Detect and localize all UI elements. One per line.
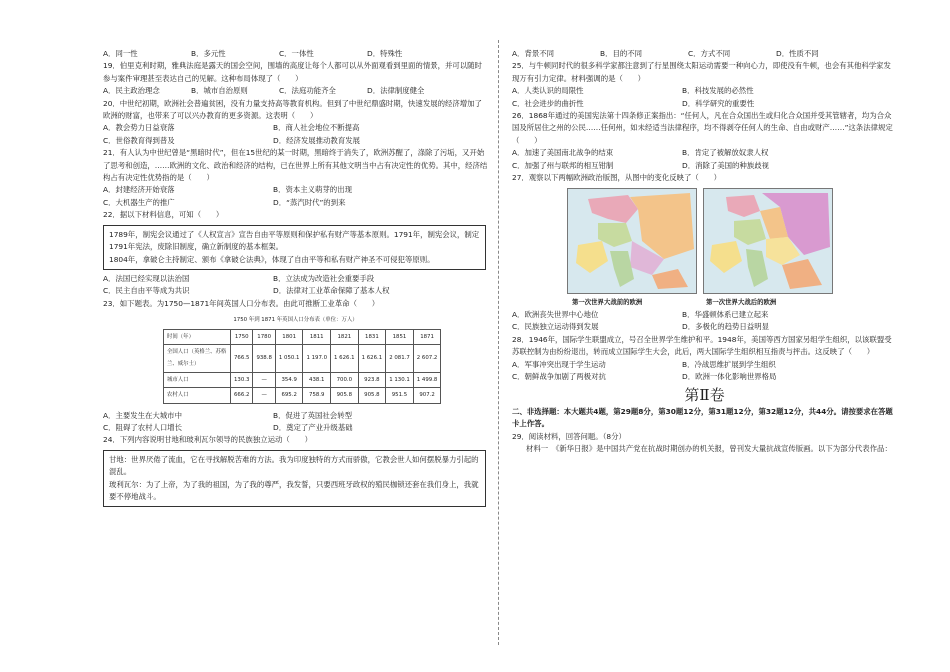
left-column	[103, 48, 488, 510]
section-heading: 二、非选择题：本大题共4题，第29题8分，第30题12分，第31题12分，第32题12分，共44分。请按要求在答题卡上作答。	[512, 406, 893, 429]
q18-options	[103, 48, 488, 60]
q24-options	[512, 48, 897, 60]
map-caption-postwar: 第一次世界大战后的欧洲	[706, 298, 777, 307]
question-22: 22．据以下材料信息，可知（ ）	[103, 210, 224, 220]
table-cell: 438.1	[303, 372, 331, 387]
q20-options-1	[103, 122, 488, 134]
q25-options-2	[512, 98, 897, 110]
column-divider	[498, 40, 499, 645]
q22-material-box	[103, 225, 486, 270]
table-cell: 时间（年）	[164, 329, 231, 344]
map-captions	[572, 296, 897, 308]
material-text: 1789年，制宪会议通过了《人权宣言》宣告自由平等原则和保护私有财产等基本原则。1791年，制宪会议，制定1791年宪法，废除旧制度，确立新制度的基本框架。	[109, 229, 480, 252]
option: B．肯定了被解放奴隶人权	[682, 148, 769, 158]
option: B．多元性	[191, 49, 226, 58]
option: D．特殊性	[367, 49, 403, 58]
option: D．经济发展推动教育发展	[273, 135, 360, 145]
option: D．法律对工业革命保障了基本人权	[273, 286, 390, 296]
material-text: 玻利瓦尔：为了上帝，为了我的祖国，为了我的尊严，我发誓，只要西班牙政权的殖民枷锁还套在我们身上，我就要不停地战斗。	[109, 479, 479, 501]
option: C．民族独立运动得到发展	[512, 322, 599, 332]
option: C．一体性	[279, 49, 314, 58]
table-cell: —	[253, 388, 275, 403]
material-text: 1804年，拿破仑主持制定、颁布《拿破仑法典》，体现了自由平等和私有财产神圣不可侵犯等原则。	[109, 254, 435, 264]
table-cell: 130.3	[231, 372, 253, 387]
table-cell: 全国人口（英格兰、苏格兰、威尔士）	[164, 344, 231, 372]
map-postwar-drawing	[704, 189, 832, 293]
option: D．欧洲一体化影响世界格局	[682, 371, 777, 381]
table-cell: 1 050.1	[275, 344, 303, 372]
q25-options-1	[512, 85, 897, 97]
table-caption: 1750 年到 1871 年英国人口分布表（单位：万人）	[233, 317, 358, 324]
q28-options-2	[512, 371, 897, 383]
q26-options-1	[512, 147, 897, 159]
question-21: 21．有人认为中世纪曾是“黑暗时代”，但在15世纪的某一时期，黑暗终于消失了，欧洲苏醒了，涤除了污垢，又开始了思考和创造，……欧洲的文化、政治和经济的结构，已在世界上所有其他文明当中占有决定性的优势。其中，经济结构占有决定性优势指的是（ ）	[103, 148, 488, 183]
map-caption-prewar: 第一次世界大战前的欧洲	[572, 298, 643, 307]
table-cell: 923.8	[358, 372, 386, 387]
table-cell: 700.0	[331, 372, 359, 387]
q21-options-2	[103, 197, 488, 209]
right-column	[512, 48, 897, 455]
table-cell: 905.8	[331, 388, 359, 403]
population-table	[163, 329, 441, 404]
question-28: 28．1946年，国际学生联盟成立，号召全世界学生维护和平。1948年，美国等西方国家另组学生组织，以该联盟受苏联控制为由纷纷退出，转而成立国际学生大会，此后，两大国际学生组织相互指责与抨击。这反映了（ ）	[512, 334, 892, 357]
q27-options-1	[512, 309, 897, 321]
q26-options-2	[512, 160, 897, 172]
table-header-row	[164, 329, 441, 344]
map-prewar-drawing	[568, 189, 696, 293]
q21-options-1	[103, 184, 488, 196]
table-cell: 758.9	[303, 388, 331, 403]
table-cell: 1801	[275, 329, 303, 344]
option: B．促进了英国社会转型	[273, 410, 352, 420]
q22-options-1	[103, 273, 488, 285]
table-cell: 农村人口	[164, 388, 231, 403]
q28-options-1	[512, 359, 897, 371]
option: C．民主自由平等成为共识	[103, 286, 190, 296]
option: C．世俗教育得到普及	[103, 135, 175, 145]
table-cell: 1831	[358, 329, 386, 344]
question-29: 29．阅读材料，回答问题。（8分）	[512, 431, 626, 441]
table-cell: —	[253, 372, 275, 387]
option: A．法国已经实现以法治国	[103, 273, 190, 283]
option: A．加速了美国南北战争的结束	[512, 148, 614, 158]
table-cell: 1750	[231, 329, 253, 344]
table-cell: 1 130.1	[386, 372, 414, 387]
question-20: 20．中世纪初期，欧洲社会普遍贫困，没有力量支持高等教育机构。但到了中世纪鼎盛时期，快速发展的经济增加了欧洲的财富，也带来了可以兴办教育的更多资源。这表明（ ）	[103, 98, 482, 121]
option: A．人类认识的局限性	[512, 86, 584, 96]
option: A．背景不同	[512, 49, 555, 58]
table-cell: 1871	[413, 329, 441, 344]
table-cell: 1821	[331, 329, 359, 344]
table-row	[164, 388, 441, 403]
table-row	[164, 372, 441, 387]
map-prewar	[567, 188, 697, 294]
option: A．民主政治理念	[103, 86, 160, 96]
option: C．大机器生产的推广	[103, 197, 175, 207]
option: B．目的不同	[600, 49, 643, 58]
table-cell: 695.2	[275, 388, 303, 403]
table-cell: 354.9	[275, 372, 303, 387]
option: A．军事冲突出现于学生运动	[512, 359, 606, 369]
question-25: 25．与牛顿同时代的很多科学家都注意到了行星围绕太阳运动需要一种向心力，即使没有牛顿，也会有其他科学家发现万有引力定律。材料强调的是（ ）	[512, 61, 891, 83]
option: B．城市自治原则	[191, 86, 248, 96]
table-cell: 766.5	[231, 344, 253, 372]
option: D．消除了美国的种族歧视	[682, 160, 769, 170]
option: B．华盛顿体系已建立起来	[682, 309, 769, 319]
option: A．主要发生在大城市中	[103, 410, 182, 420]
q19-options	[103, 85, 488, 97]
table-cell: 1 197.0	[303, 344, 331, 372]
table-cell: 2 607.2	[413, 344, 441, 372]
option: B．科技发展的必然性	[682, 86, 754, 96]
material-text: 甘地：世界厌倦了流血，它在寻找解脱苦难的方法。我为印度独特的方式而骄傲，它教会世人如何摆脱暴力引起的混乱。	[109, 454, 479, 477]
option: C．方式不同	[688, 49, 731, 58]
option: C．朝鲜战争加剧了两极对抗	[512, 371, 606, 381]
option: A．封建经济开始衰落	[103, 185, 175, 195]
table-cell: 905.8	[358, 388, 386, 403]
option: B．立法成为改造社会重要手段	[273, 273, 375, 283]
option: C．阻碍了农村人口增长	[103, 422, 183, 432]
table-cell: 938.8	[253, 344, 275, 372]
option: D．科学研究的重要性	[682, 98, 755, 108]
table-cell: 1851	[386, 329, 414, 344]
option: A．欧洲丧失世界中心地位	[512, 309, 599, 319]
question-23: 23．如下题表。为1750—1871年间英国人口分布表。由此可推断工业革命（ ）	[103, 298, 380, 308]
table-cell: 951.5	[386, 388, 414, 403]
table-cell: 1811	[303, 329, 331, 344]
option: A．同一性	[103, 49, 138, 58]
question-27: 27．观察以下两幅欧洲政治版图，从图中的变化反映了（ ）	[512, 173, 721, 183]
table-cell: 1 626.1	[331, 344, 359, 372]
table-cell: 1 499.8	[413, 372, 441, 387]
table-cell: 2 081.7	[386, 344, 414, 372]
question-19: 19．伯里克利时期，雅典法庭是露天的国会空间，围墙的高度让每个人都可以从外面观看到里面的情景，并可以随时参与案件审理甚至表达自己的见解。这种布局体现了（ ）	[103, 61, 482, 83]
q27-options-2	[512, 321, 897, 333]
option: C．加强了州与联邦的相互钳制	[512, 160, 614, 170]
option: D．“蒸汽时代”的到来	[273, 197, 346, 207]
q22-options-2	[103, 285, 488, 297]
q29-material: 材料一 《新华日报》是中国共产党在抗战时期创办的机关报，曾刊发大量抗战宣传版画。以下为部分代表作品：	[526, 443, 892, 453]
option: B．冷战思维扩展到学生组织	[682, 359, 776, 369]
table-cell: 907.2	[413, 388, 441, 403]
q24-material-box	[103, 450, 486, 508]
option: C．法庭功能齐全	[279, 86, 336, 96]
volume-title: 第Ⅱ卷	[684, 386, 725, 405]
europe-maps	[567, 188, 897, 294]
q23-options-1	[103, 410, 488, 422]
option: B．商人社会地位不断提高	[273, 123, 360, 133]
table-cell: 1 626.1	[358, 344, 386, 372]
table-cell: 666.2	[231, 388, 253, 403]
q23-options-2	[103, 422, 488, 434]
option: D．性质不同	[776, 49, 819, 58]
option: D．多极化的趋势日益明显	[682, 322, 769, 332]
q20-options-2	[103, 135, 488, 147]
question-24: 24．下列内容说明甘地和玻利瓦尔领导的民族独立运动（ ）	[103, 435, 312, 445]
option: A．教会势力日益衰落	[103, 123, 175, 133]
question-26: 26．1868年通过的美国宪法第十四条修正案指出：“任何人，凡在合众国出生或归化合众国并受其管辖者，均为合众国及所居住之州的公民……任何州，如未经适当法律程序，均不得剥夺任何人的生命、自由或财产……”这条法律规定（ ）	[512, 111, 893, 145]
option: D．法律制度健全	[367, 86, 425, 96]
option: B．资本主义萌芽的出现	[273, 185, 352, 195]
table-cell: 1780	[253, 329, 275, 344]
option: C．社会进步的曲折性	[512, 98, 584, 108]
map-postwar	[703, 188, 833, 294]
option: D．奠定了产业升级基础	[273, 422, 353, 432]
table-row	[164, 344, 441, 372]
table-cell: 城市人口	[164, 372, 231, 387]
